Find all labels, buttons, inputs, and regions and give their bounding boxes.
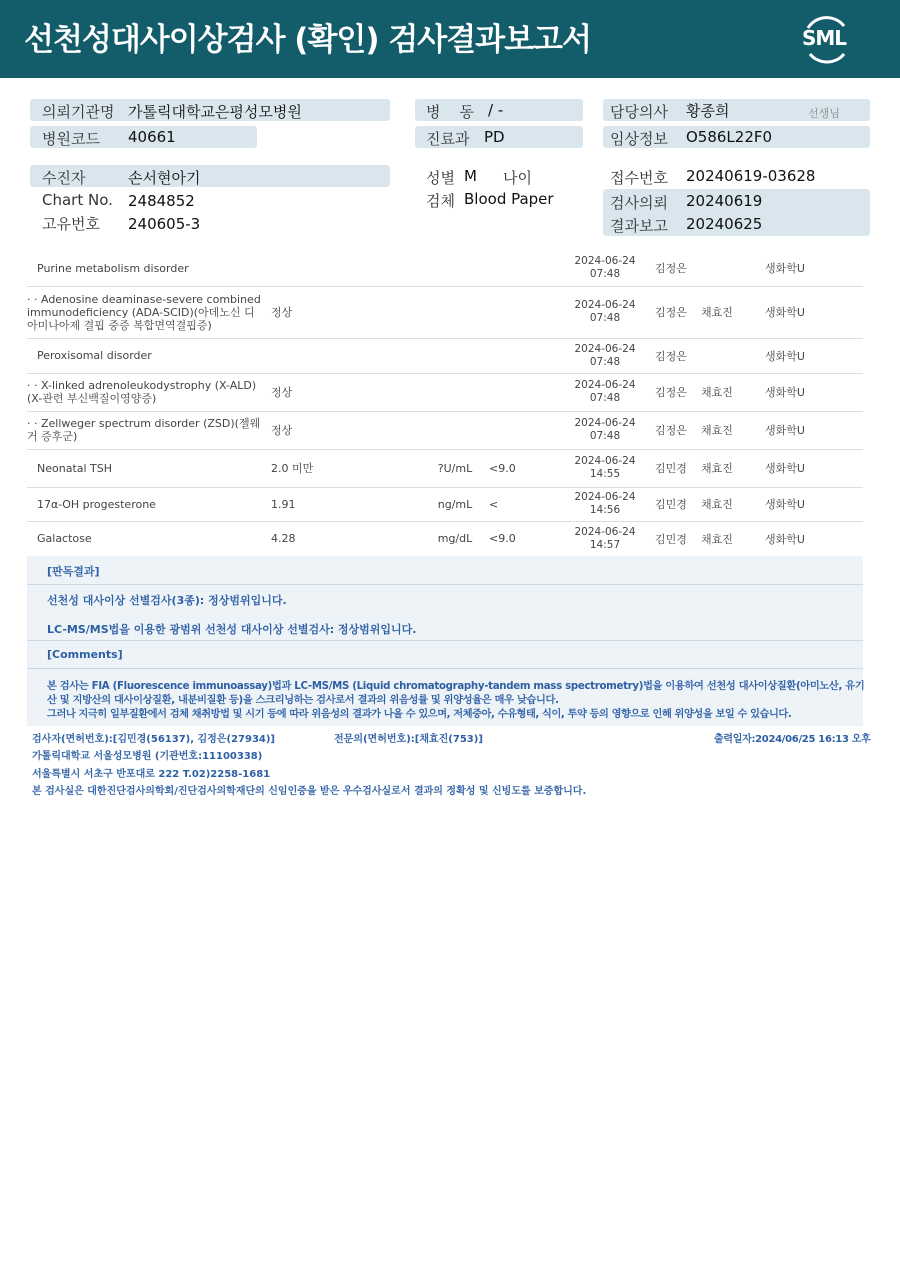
- examinee-value: 손서현아기: [128, 169, 201, 187]
- result-date: 2024-06-24: [574, 417, 636, 429]
- result-date: 2024-06-24: [574, 299, 636, 311]
- hospital-code-label: 병원코드: [42, 130, 100, 148]
- comments-heading: [Comments]: [47, 648, 123, 661]
- reference-range: [485, 373, 559, 411]
- reference-range: <9.0: [485, 449, 559, 487]
- judgment-line1: 선천성 대사이상 선별검사(3종): 정상범위입니다.: [47, 594, 287, 607]
- test-unit: [425, 251, 485, 286]
- reference-range: [485, 286, 559, 338]
- result-time: 14:55: [589, 468, 621, 480]
- comments-line2: 산 및 지방산의 대사이상질환, 내분비질환 등)을 스크리닝하는 검사로서 결과의 위음성률 및 위양성율은 매우 낮습니다.: [47, 695, 559, 706]
- result-row: [27, 251, 863, 286]
- result-datetime: [559, 487, 651, 521]
- printed-date: 출력일자:2024/06/25 16:13 오후: [714, 734, 871, 745]
- department: 생화학U: [765, 338, 863, 373]
- reference-range: [485, 411, 559, 449]
- result-datetime: [559, 286, 651, 338]
- result-row: [27, 338, 863, 373]
- department: 생화학U: [765, 251, 863, 286]
- result-datetime: [559, 411, 651, 449]
- test-unit: ng/mL: [425, 487, 485, 521]
- report-header: [0, 0, 900, 78]
- results-table: [27, 251, 863, 557]
- reference-range: [485, 251, 559, 286]
- hospital-info: 가톨릭대학교 서울성모병원 (기관번호:11100338): [32, 751, 263, 762]
- dept-value: PD: [484, 128, 505, 146]
- institution-label: 의뢰기관명: [42, 103, 115, 121]
- test-name: Purine metabolism disorder: [27, 251, 265, 286]
- ward-label: 병 동: [426, 103, 475, 121]
- specimen-value: Blood Paper: [464, 190, 554, 208]
- receipt-value: 20240619-03628: [686, 167, 816, 185]
- hospital-code-value: 40661: [128, 128, 176, 146]
- report-value: 20240625: [686, 215, 763, 233]
- test-result: [265, 338, 425, 373]
- department: 생화학U: [765, 411, 863, 449]
- result-time: 07:48: [589, 312, 621, 324]
- ward-value: / -: [488, 101, 504, 119]
- dept-label: 진료과: [426, 130, 470, 148]
- test-unit: [425, 411, 485, 449]
- examiner-info: 검사자(면허번호):[김민경(56137), 김정은(27934)]: [32, 734, 276, 745]
- result-row: [27, 411, 863, 449]
- test-result: 정상: [265, 373, 425, 411]
- tester-name: 김정은: [651, 251, 701, 286]
- reviewer-name: [701, 338, 765, 373]
- test-unit: [425, 286, 485, 338]
- tester-name: 김민경: [651, 521, 701, 556]
- test-name: Peroxisomal disorder: [27, 338, 265, 373]
- examinee-label: 수진자: [42, 169, 86, 187]
- test-name: Neonatal TSH: [27, 449, 265, 487]
- result-row: [27, 449, 863, 487]
- result-time: 07:48: [589, 355, 621, 368]
- department: 생화학U: [765, 487, 863, 521]
- department: 생화학U: [765, 373, 863, 411]
- result-date: 2024-06-24: [574, 455, 636, 467]
- result-datetime: [559, 521, 651, 556]
- reference-range: <: [485, 487, 559, 521]
- logo-text: SML: [802, 26, 847, 50]
- test-result: 1.91: [265, 487, 425, 521]
- doctor-suffix: 선생님: [808, 107, 840, 120]
- test-name: · · Zellweger spectrum disorder (ZSD)(젤웨거 증후군): [27, 411, 265, 449]
- test-result: 정상: [265, 411, 425, 449]
- clinical-label: 임상정보: [610, 130, 668, 148]
- result-row: [27, 286, 863, 338]
- sex-label: 성별: [426, 169, 455, 187]
- result-time: 14:56: [589, 504, 621, 516]
- test-name: 17α-OH progesterone: [27, 487, 265, 521]
- test-result: 4.28: [265, 521, 425, 556]
- test-unit: [425, 338, 485, 373]
- reviewer-name: 채효진: [701, 487, 765, 521]
- reference-range: <9.0: [485, 521, 559, 556]
- result-datetime: [559, 373, 651, 411]
- comments-line1: 본 검사는 FIA (Fluorescence immunoassay)법과 LC-MS/MS (Liquid chromatography-tandem mass spectrometry)법을 이용하여 선천성 대사이상질환(아미노산, 유기: [47, 681, 865, 692]
- sex-value: M: [464, 167, 477, 185]
- request-label: 검사의뢰: [610, 194, 668, 212]
- test-result: [265, 251, 425, 286]
- tester-name: 김정은: [651, 286, 701, 338]
- result-datetime: [559, 449, 651, 487]
- department: 생화학U: [765, 286, 863, 338]
- result-date: 2024-06-24: [574, 379, 636, 391]
- reviewer-name: [701, 251, 765, 286]
- result-time: 07:48: [589, 268, 621, 281]
- test-unit: mg/dL: [425, 521, 485, 556]
- result-row: [27, 487, 863, 521]
- age-label: 나이: [503, 169, 532, 187]
- chart-label: Chart No.: [42, 191, 113, 209]
- report-title: 선천성대사이상검사 (확인) 검사결과보고서: [24, 22, 591, 58]
- tester-name: 김민경: [651, 487, 701, 521]
- tester-name: 김정은: [651, 411, 701, 449]
- result-time: 07:48: [589, 430, 621, 442]
- doctor-value: 황종희: [686, 102, 730, 120]
- report-label: 결과보고: [610, 217, 668, 235]
- result-date: 2024-06-24: [574, 342, 636, 355]
- department: 생화학U: [765, 521, 863, 556]
- result-row: [27, 373, 863, 411]
- divider: [27, 640, 863, 641]
- reference-range: [485, 338, 559, 373]
- receipt-label: 접수번호: [610, 169, 668, 187]
- result-date: 2024-06-24: [574, 491, 636, 503]
- result-datetime: [559, 251, 651, 286]
- result-date: 2024-06-24: [574, 255, 636, 268]
- specialist-info: 전문의(면허번호):[채효진(753)]: [334, 734, 483, 745]
- judgment-heading: [판독결과]: [47, 565, 100, 578]
- reviewer-name: 채효진: [701, 411, 765, 449]
- test-result: 2.0 미만: [265, 449, 425, 487]
- institution-value: 가톨릭대학교은평성모병원: [128, 103, 302, 121]
- comments-line3: 그러나 지극히 일부질환에서 검체 채취방법 및 시기 등에 따라 위음성의 결과가 나올 수 있으며, 저체중아, 수유형태, 식이, 투약 등의 영향으로 인해 위양성을 보일 수 있습니다.: [47, 709, 792, 720]
- unique-label: 고유번호: [42, 215, 100, 233]
- tester-name: 김민경: [651, 449, 701, 487]
- chart-value: 2484852: [128, 192, 195, 210]
- test-unit: ?U/mL: [425, 449, 485, 487]
- unique-value: 240605-3: [128, 215, 201, 233]
- divider: [27, 668, 863, 669]
- test-name: Galactose: [27, 521, 265, 556]
- request-value: 20240619: [686, 192, 763, 210]
- clinical-value: O586L22F0: [686, 128, 773, 146]
- specimen-label: 검체: [426, 192, 455, 210]
- sml-logo: [798, 12, 854, 66]
- result-time: 07:48: [589, 392, 621, 404]
- interpretation-box: [27, 556, 863, 726]
- test-unit: [425, 373, 485, 411]
- reviewer-name: 채효진: [701, 521, 765, 556]
- test-name: · · Adenosine deaminase-severe combined immunodeficiency (ADA-SCID)(아데노신 디아미나아제 결핍 중증 복합면역결핍증): [27, 286, 265, 338]
- tester-name: 김정은: [651, 373, 701, 411]
- tester-name: 김정은: [651, 338, 701, 373]
- divider: [27, 584, 863, 585]
- address-info: 서울특별시 서초구 반포대로 222 T.02)2258-1681: [32, 769, 271, 780]
- test-name: · · X-linked adrenoleukodystrophy (X-ALD) (X-관련 부신백질이영양증): [27, 373, 265, 411]
- judgment-line2: LC-MS/MS법을 이용한 광범위 선천성 대사이상 선별검사: 정상범위입니다.: [47, 623, 417, 636]
- result-date: 2024-06-24: [574, 525, 636, 538]
- result-row: [27, 521, 863, 556]
- doctor-label: 담당의사: [610, 103, 668, 121]
- department: 생화학U: [765, 449, 863, 487]
- test-result: 정상: [265, 286, 425, 338]
- reviewer-name: 채효진: [701, 286, 765, 338]
- reviewer-name: 채효진: [701, 373, 765, 411]
- result-time: 14:57: [589, 538, 621, 551]
- reviewer-name: 채효진: [701, 449, 765, 487]
- certification-text: 본 검사실은 대한진단검사의학회/진단검사의학재단의 신임인증을 받은 우수검사실로서 결과의 정확성 및 신빙도를 보증합니다.: [32, 786, 587, 797]
- result-datetime: [559, 338, 651, 373]
